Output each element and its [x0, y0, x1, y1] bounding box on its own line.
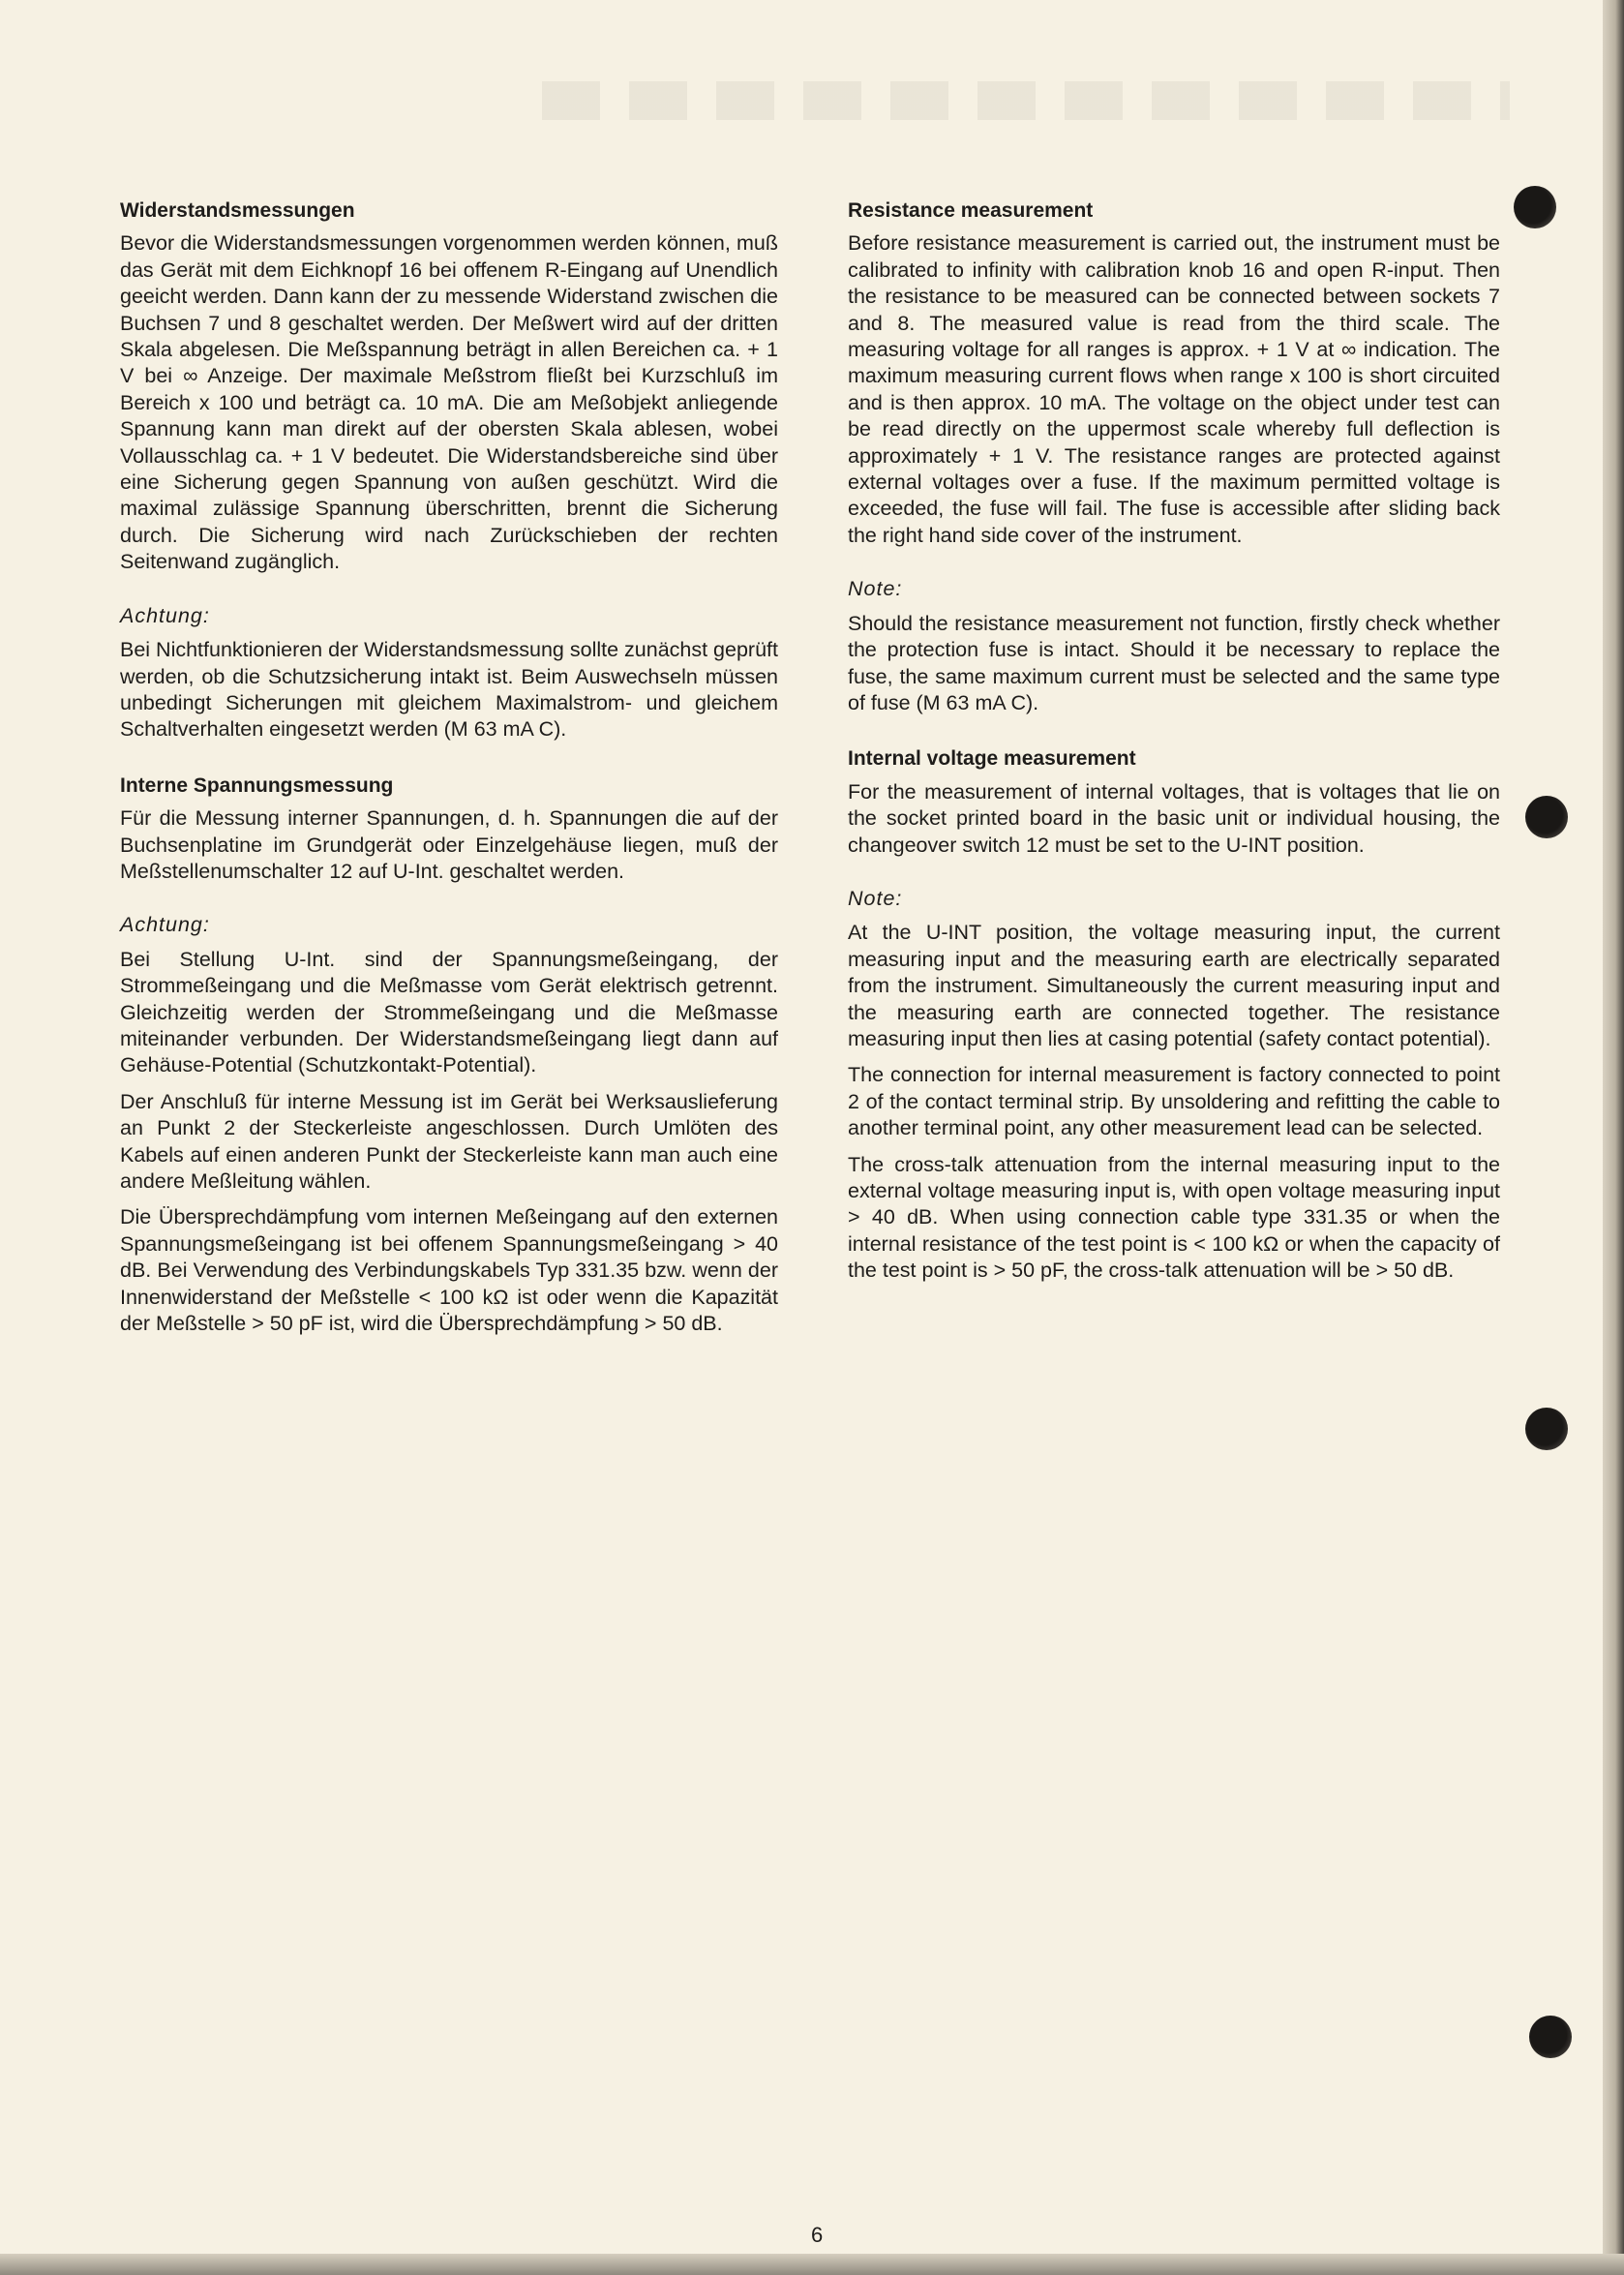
punch-hole — [1514, 186, 1556, 228]
german-resistance-note-label: Achtung: — [120, 603, 210, 627]
german-internal-body: Für die Messung interner Spannungen, d. h. Spannungen die auf der Buchsenplatine im Grundgerät oder Einzelgehäuse liegen, muß der Meßstellenumschalter 12 auf U-Int. geschaltet werden. — [120, 806, 778, 883]
english-resistance-body: Before resistance measurement is carried out, the instrument must be calibrated to infinity with calibration knob 16 and open R-input. Then the resistance to be measured can be connected between sockets 7 and 8. The measured value is read from the third scale. The measuring voltage for all ranges is approx. + 1 V at ∞ indication. The maximum measuring current flows when range x 100 is short circuited and is then approx. 10 mA. The voltage on the object under test can be read directly on the uppermost scale whereby full deflection is approximately + 1 V. The resistance ranges are protected against external voltages over a fuse. If the maximum permitted voltage is exceeded, the fuse will fail. The fuse is accessible after sliding back the right hand side cover of the instrument. — [848, 231, 1500, 547]
german-internal-heading: Interne Spannungsmessung — [120, 774, 394, 797]
english-column — [848, 197, 1500, 1294]
punch-hole — [1525, 1408, 1568, 1450]
german-column — [120, 197, 778, 1347]
punch-hole — [1529, 2016, 1572, 2058]
english-internal-note-1: At the U-INT position, the voltage measuring input, the current measuring input and the measuring earth are electrically separated from the instrument. Simultaneously the current measuring input and the measuring earth are connected together. The resistance measuring input then lies at casing potential (safety contact potential). — [848, 921, 1500, 1050]
english-resistance-heading: Resistance measurement — [848, 199, 1094, 222]
german-internal-note-label: Achtung: — [120, 913, 210, 937]
bleed-through-text — [542, 81, 1510, 120]
english-internal-note-label: Note: — [848, 886, 903, 910]
page-edge-shadow — [1603, 0, 1624, 2275]
german-resistance-body: Bevor die Widerstandsmessungen vorgenommen werden können, muß das Gerät mit dem Eichknopf 16 bei offenem R-Eingang auf Unendlich geeicht werden. Dann kann der zu messende Widerstand zwischen die Buchsen 7 und 8 geschaltet werden. Der Meßwert wird auf der dritten Skala abgelesen. Die Meßspannung beträgt in allen Bereichen ca. + 1 V bei ∞ Anzeige. Der maximale Meßstrom fließt bei Kurzschluß im Bereich x 100 und beträgt ca. 10 mA. Die am Meßobjekt anliegende Spannung kann man direkt auf der obersten Skala ablesen, wobei Vollausschlag ca. + 1 V bedeutet. Die Widerstandsbereiche sind über eine Sicherung gegen Spannung von außen geschützt. Wird die maximal zulässige Spannung überschritten, brennt die Sicherung durch. Die Sicherung wird nach Zurückschieben der rechten Seitenwand zugänglich. — [120, 231, 778, 574]
page-bottom-edge — [0, 2254, 1624, 2275]
german-resistance-heading: Widerstandsmessungen — [120, 199, 355, 222]
english-internal-note-3: The cross-talk attenuation from the internal measuring input to the external voltage measuring input is, with open voltage measuring input > 40 dB. When using connection cable type 331.35 or when the internal resistance of the test point is < 100 kΩ or when the capacity of the test point is > 50 pF, the cross-talk attenuation will be > 50 dB. — [848, 1152, 1500, 1283]
page-number: 6 — [811, 2223, 824, 2247]
english-resistance-note-label: Note: — [848, 577, 903, 601]
german-internal-note-2: Der Anschluß für interne Messung ist im Gerät bei Werksauslieferung an Punkt 2 der Steckerleiste angeschlossen. Durch Umlöten des Kabels auf einen anderen Punkt der Steckerleiste kann man auch eine andere Meßleitung wählen. — [120, 1089, 778, 1193]
german-internal-note-3: Die Übersprechdämpfung vom internen Meßeingang auf den externen Spannungsmeßeingang ist bei offenem Spannungsmeßeingang > 40 dB. Bei Verwendung des Verbindungskabels Typ 331.35 bzw. wenn der Innenwiderstand der Meßstelle < 100 kΩ ist oder wenn die Kapazität der Meßstelle > 50 pF ist, wird die Übersprechdämpfung > 50 dB. — [120, 1205, 778, 1336]
english-resistance-note: Should the resistance measurement not function, firstly check whether the protection fuse is intact. Should it be necessary to replace the fuse, the same maximum current must be selected and the same type of fuse (M 63 mA C). — [848, 611, 1500, 714]
english-internal-heading: Internal voltage measurement — [848, 747, 1136, 771]
english-internal-body: For the measurement of internal voltages, that is voltages that lie on the socket printed board in the basic unit or individual housing, the changeover switch 12 must be set to the U-INT position. — [848, 779, 1500, 857]
punch-hole — [1525, 796, 1568, 838]
english-internal-note-2: The connection for internal measurement is factory connected to point 2 of the contact terminal strip. By unsoldering and refitting the cable to another terminal point, any other measurement lead can be selected. — [848, 1063, 1500, 1140]
german-resistance-note: Bei Nichtfunktionieren der Widerstandsmessung sollte zunächst geprüft werden, ob die Schutzsicherung intakt ist. Beim Auswechseln müssen unbedingt Sicherungen mit gleichem Maximalstrom- und gleichem Schaltverhalten eingesetzt werden (M 63 mA C). — [120, 638, 778, 742]
german-internal-note-1: Bei Stellung U-Int. sind der Spannungsmeßeingang, der Strommeßeingang und die Meßmasse vom Gerät elektrisch getrennt. Gleichzeitig werden der Strommeßeingang und die Meßmasse miteinander verbunden. Der Widerstandsmeßeingang liegt dann auf Gehäuse-Potential (Schutzkontakt-Potential). — [120, 947, 778, 1077]
